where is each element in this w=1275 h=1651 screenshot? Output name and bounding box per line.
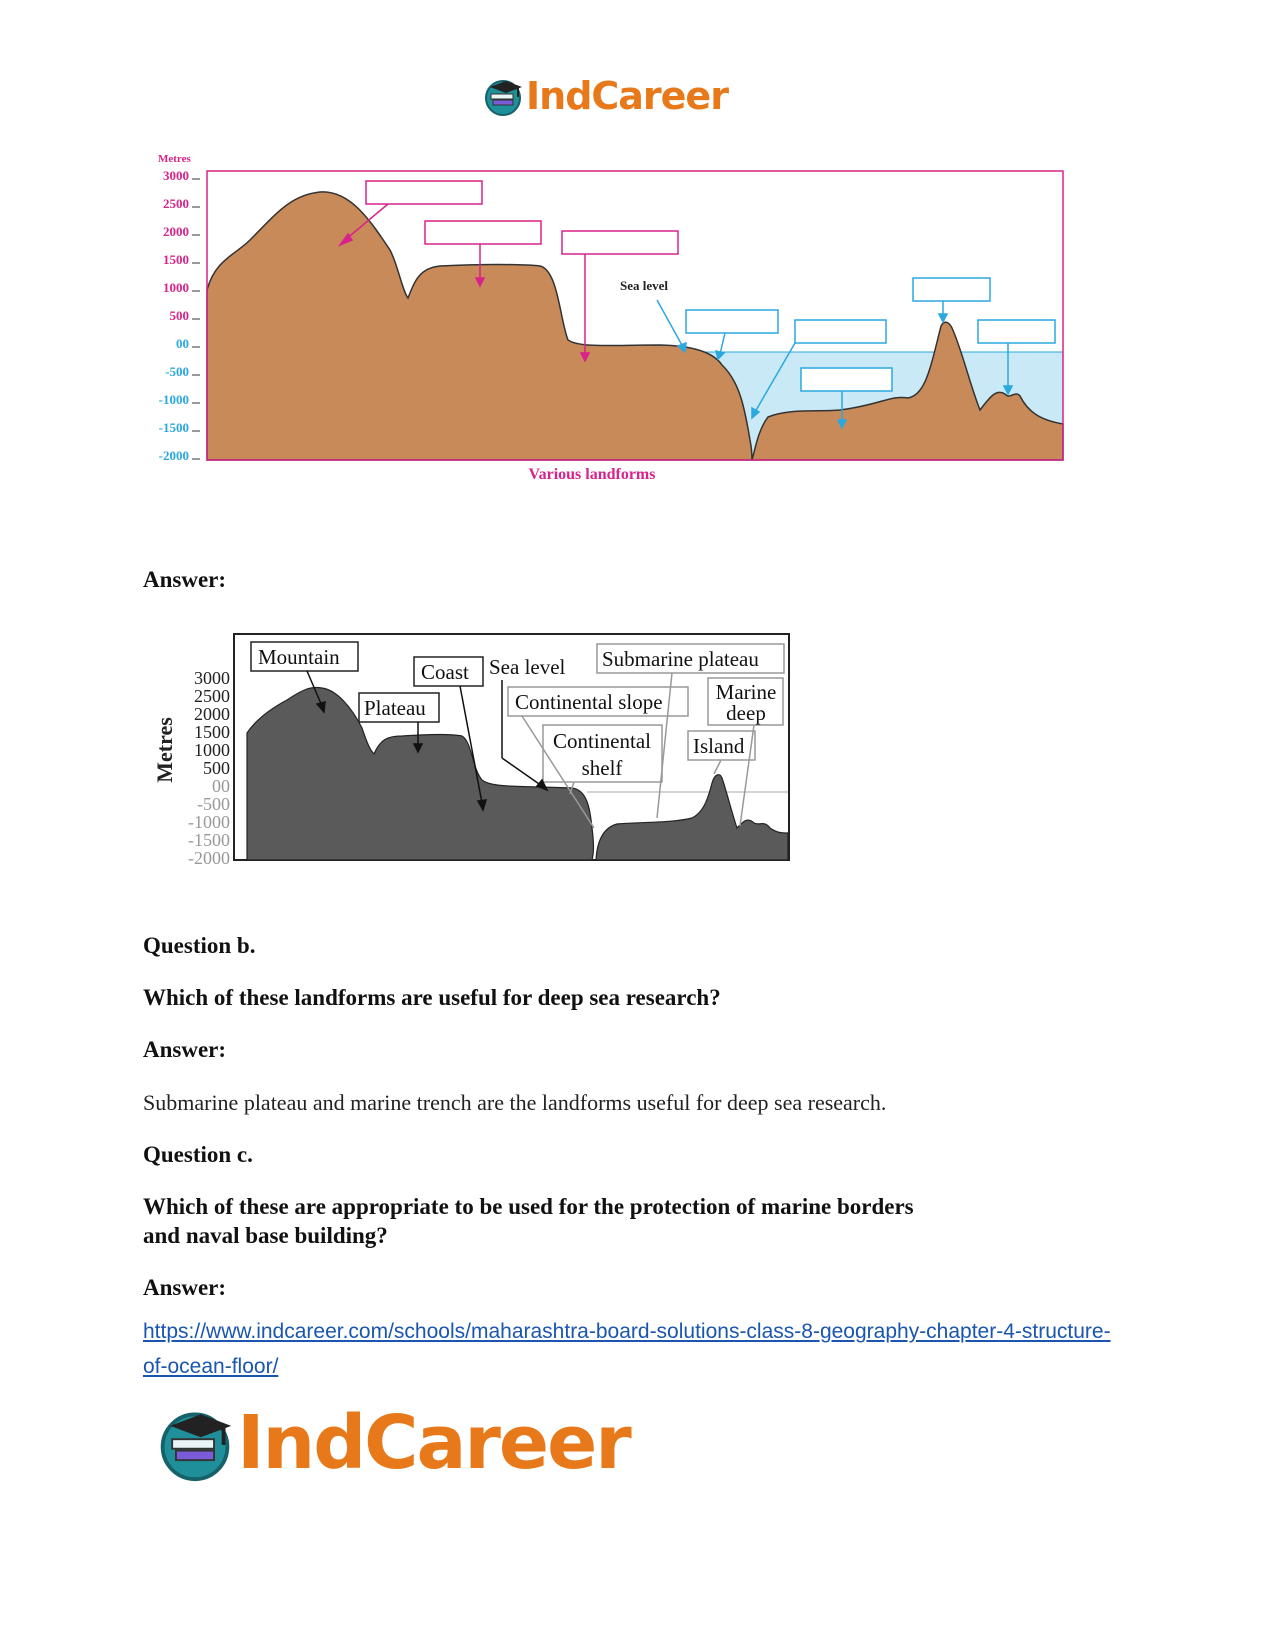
answer-b-text: Submarine plateau and marine trench are the landforms useful for deep sea research. [143,1090,887,1115]
blank-label-box [913,278,990,301]
label-coast: Coast [421,660,469,684]
y-axis-title: Metres [158,153,191,165]
answer-b-label: Answer: [143,1037,227,1062]
label-marine-deep-1: Marine [715,680,777,704]
label-continental-shelf-1: Continental [553,729,651,753]
sea-level-label: Sea level [620,278,669,293]
label-submarine-plateau: Submarine plateau [602,647,759,671]
blank-label-box [978,320,1055,343]
tick-label: 00 [176,336,189,351]
y-axis-ticks [159,168,189,463]
tick-label: 00 [212,776,230,796]
tick-label: 1000 [163,280,189,295]
landforms-diagram-labelled [142,628,797,898]
tick-label: 1500 [194,722,230,742]
landforms-diagram-blank [140,150,1075,490]
logo-text: IndCareer [526,74,728,118]
tick-label: 3000 [163,168,189,183]
tick-label: 3000 [194,668,230,688]
question-c-text-line1: Which of these are appropriate to be used for the protection of marine borders [143,1194,914,1219]
tick-label: -1500 [188,830,230,850]
label-plateau: Plateau [364,696,426,720]
question-c-label: Question c. [143,1142,253,1167]
y-axis-title: Metres [152,717,177,783]
answer-c-label: Answer: [143,1275,227,1300]
tick-label: -2000 [158,448,189,463]
tick-label: -1500 [158,420,189,435]
tick-label: 500 [203,758,230,778]
tick-label: -1000 [158,392,189,407]
label-marine-deep-2: deep [726,701,766,725]
logo-text: IndCareer [237,1400,630,1486]
figure-caption: Various landforms [528,466,656,483]
label-mountain: Mountain [258,645,340,669]
blank-label-box [795,320,886,343]
footer-logo[interactable] [155,1400,630,1486]
blank-label-box [801,368,892,391]
logo-globe-icon [155,1403,235,1483]
logo-globe-icon [482,75,524,117]
tick-label: 2000 [163,224,189,239]
header-logo[interactable] [482,74,728,118]
tick-label: 1000 [194,740,230,760]
blank-label-box [686,310,778,333]
blank-label-box [366,181,482,204]
label-sea-level: Sea level [489,655,566,679]
tick-label: 2500 [194,686,230,706]
question-b-label: Question b. [143,933,256,958]
tick-label: -500 [197,794,230,814]
blank-label-box [425,221,541,244]
tick-label: 500 [169,308,189,323]
label-continental-slope: Continental slope [515,690,663,714]
answer-label-a: Answer: [143,567,227,592]
question-c-text-line2: and naval base building? [143,1223,388,1248]
tick-label: -500 [165,364,189,379]
question-b-text: Which of these landforms are useful for deep sea research? [143,985,721,1010]
tick-label: -2000 [188,848,230,868]
tick-label: -1000 [188,812,230,832]
label-continental-shelf-2: shelf [581,756,623,780]
tick-label: 1500 [163,252,189,267]
y-axis-ticks [188,668,230,868]
blank-label-box [562,231,678,254]
tick-label: 2500 [163,196,189,211]
label-island: Island [693,734,745,758]
tick-label: 2000 [194,704,230,724]
source-link[interactable]: https://www.indcareer.com/schools/maharashtra-board-solutions-class-8-geography-chapter-4-structure-of-ocean-floor/ [143,1320,1111,1378]
